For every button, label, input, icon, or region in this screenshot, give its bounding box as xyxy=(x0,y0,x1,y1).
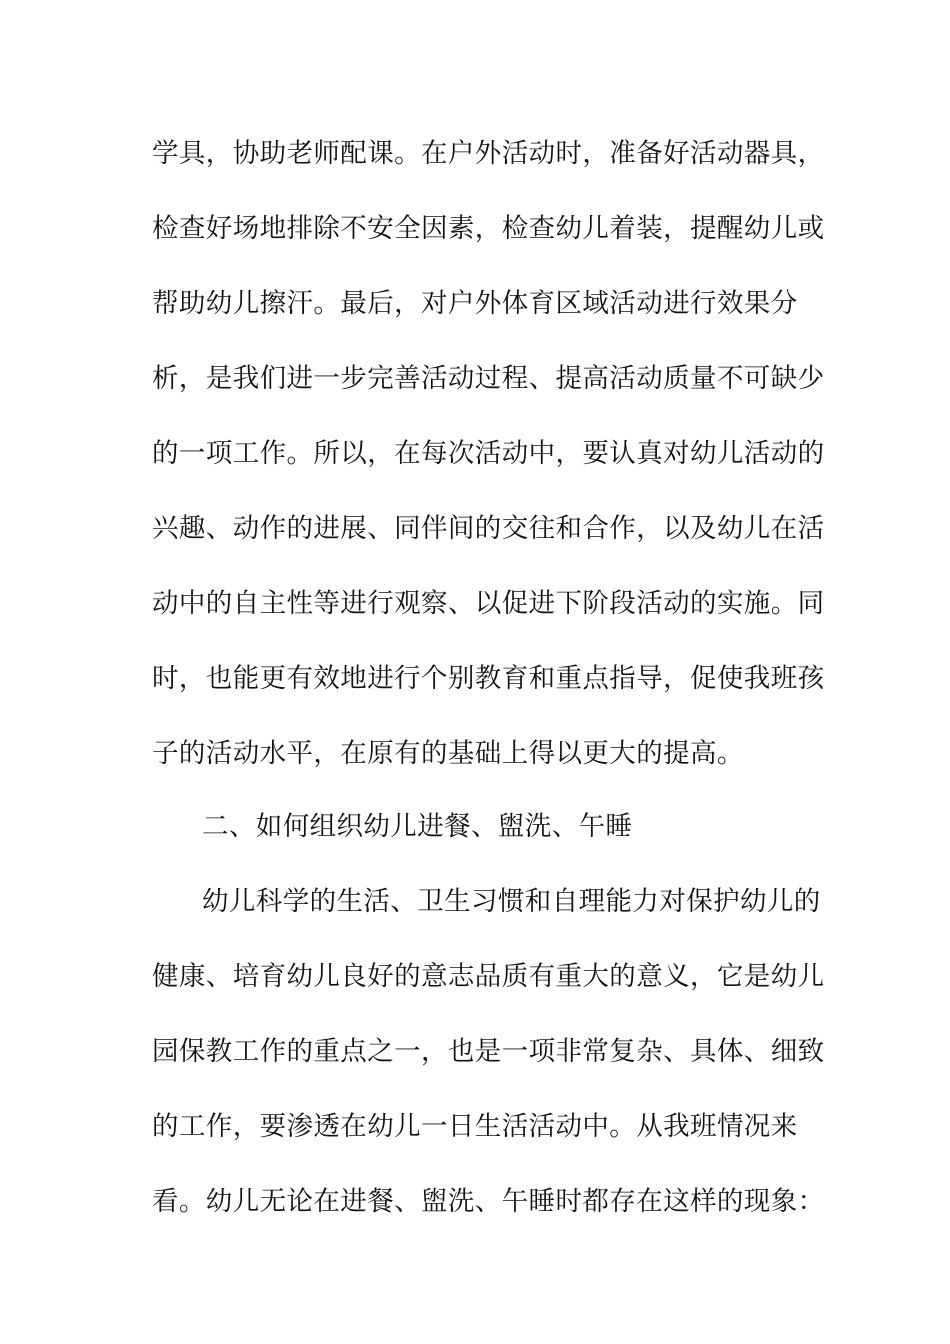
text-line: 看。幼儿无论在进餐、盥洗、午睡时都存在这样的现象： xyxy=(152,1186,825,1217)
text-line: 学具，协助老师配课。在户外活动时，准备好活动器具， xyxy=(152,138,825,169)
text-line: 帮助幼儿擦汗。最后，对户外体育区域活动进行效果分 xyxy=(152,288,798,319)
paragraph-first-line: 幼儿科学的生活、卫生习惯和自理能力对保护幼儿的 xyxy=(202,886,821,917)
text-line: 析，是我们进一步完善活动过程、提高活动质量不可缺少 xyxy=(152,363,825,394)
text-line: 动中的自主性等进行观察、以促进下阶段活动的实施。同 xyxy=(152,588,825,619)
text-line: 园保教工作的重点之一，也是一项非常复杂、具体、细致 xyxy=(152,1036,825,1067)
section-heading: 二、如何组织幼儿进餐、盥洗、午睡 xyxy=(202,811,633,842)
text-line: 兴趣、动作的进展、同伴间的交往和合作，以及幼儿在活 xyxy=(152,513,825,544)
text-line: 子的活动水平，在原有的基础上得以更大的提高。 xyxy=(152,738,744,769)
text-line: 健康、培育幼儿良好的意志品质有重大的意义，它是幼儿 xyxy=(152,961,825,992)
text-line: 时，也能更有效地进行个别教育和重点指导，促使我班孩 xyxy=(152,663,825,694)
text-line: 检查好场地排除不安全因素，检查幼儿着装，提醒幼儿或 xyxy=(152,213,825,244)
text-line: 的工作，要渗透在幼儿一日生活活动中。从我班情况来 xyxy=(152,1111,798,1142)
text-line: 的一项工作。所以，在每次活动中，要认真对幼儿活动的 xyxy=(152,438,825,469)
